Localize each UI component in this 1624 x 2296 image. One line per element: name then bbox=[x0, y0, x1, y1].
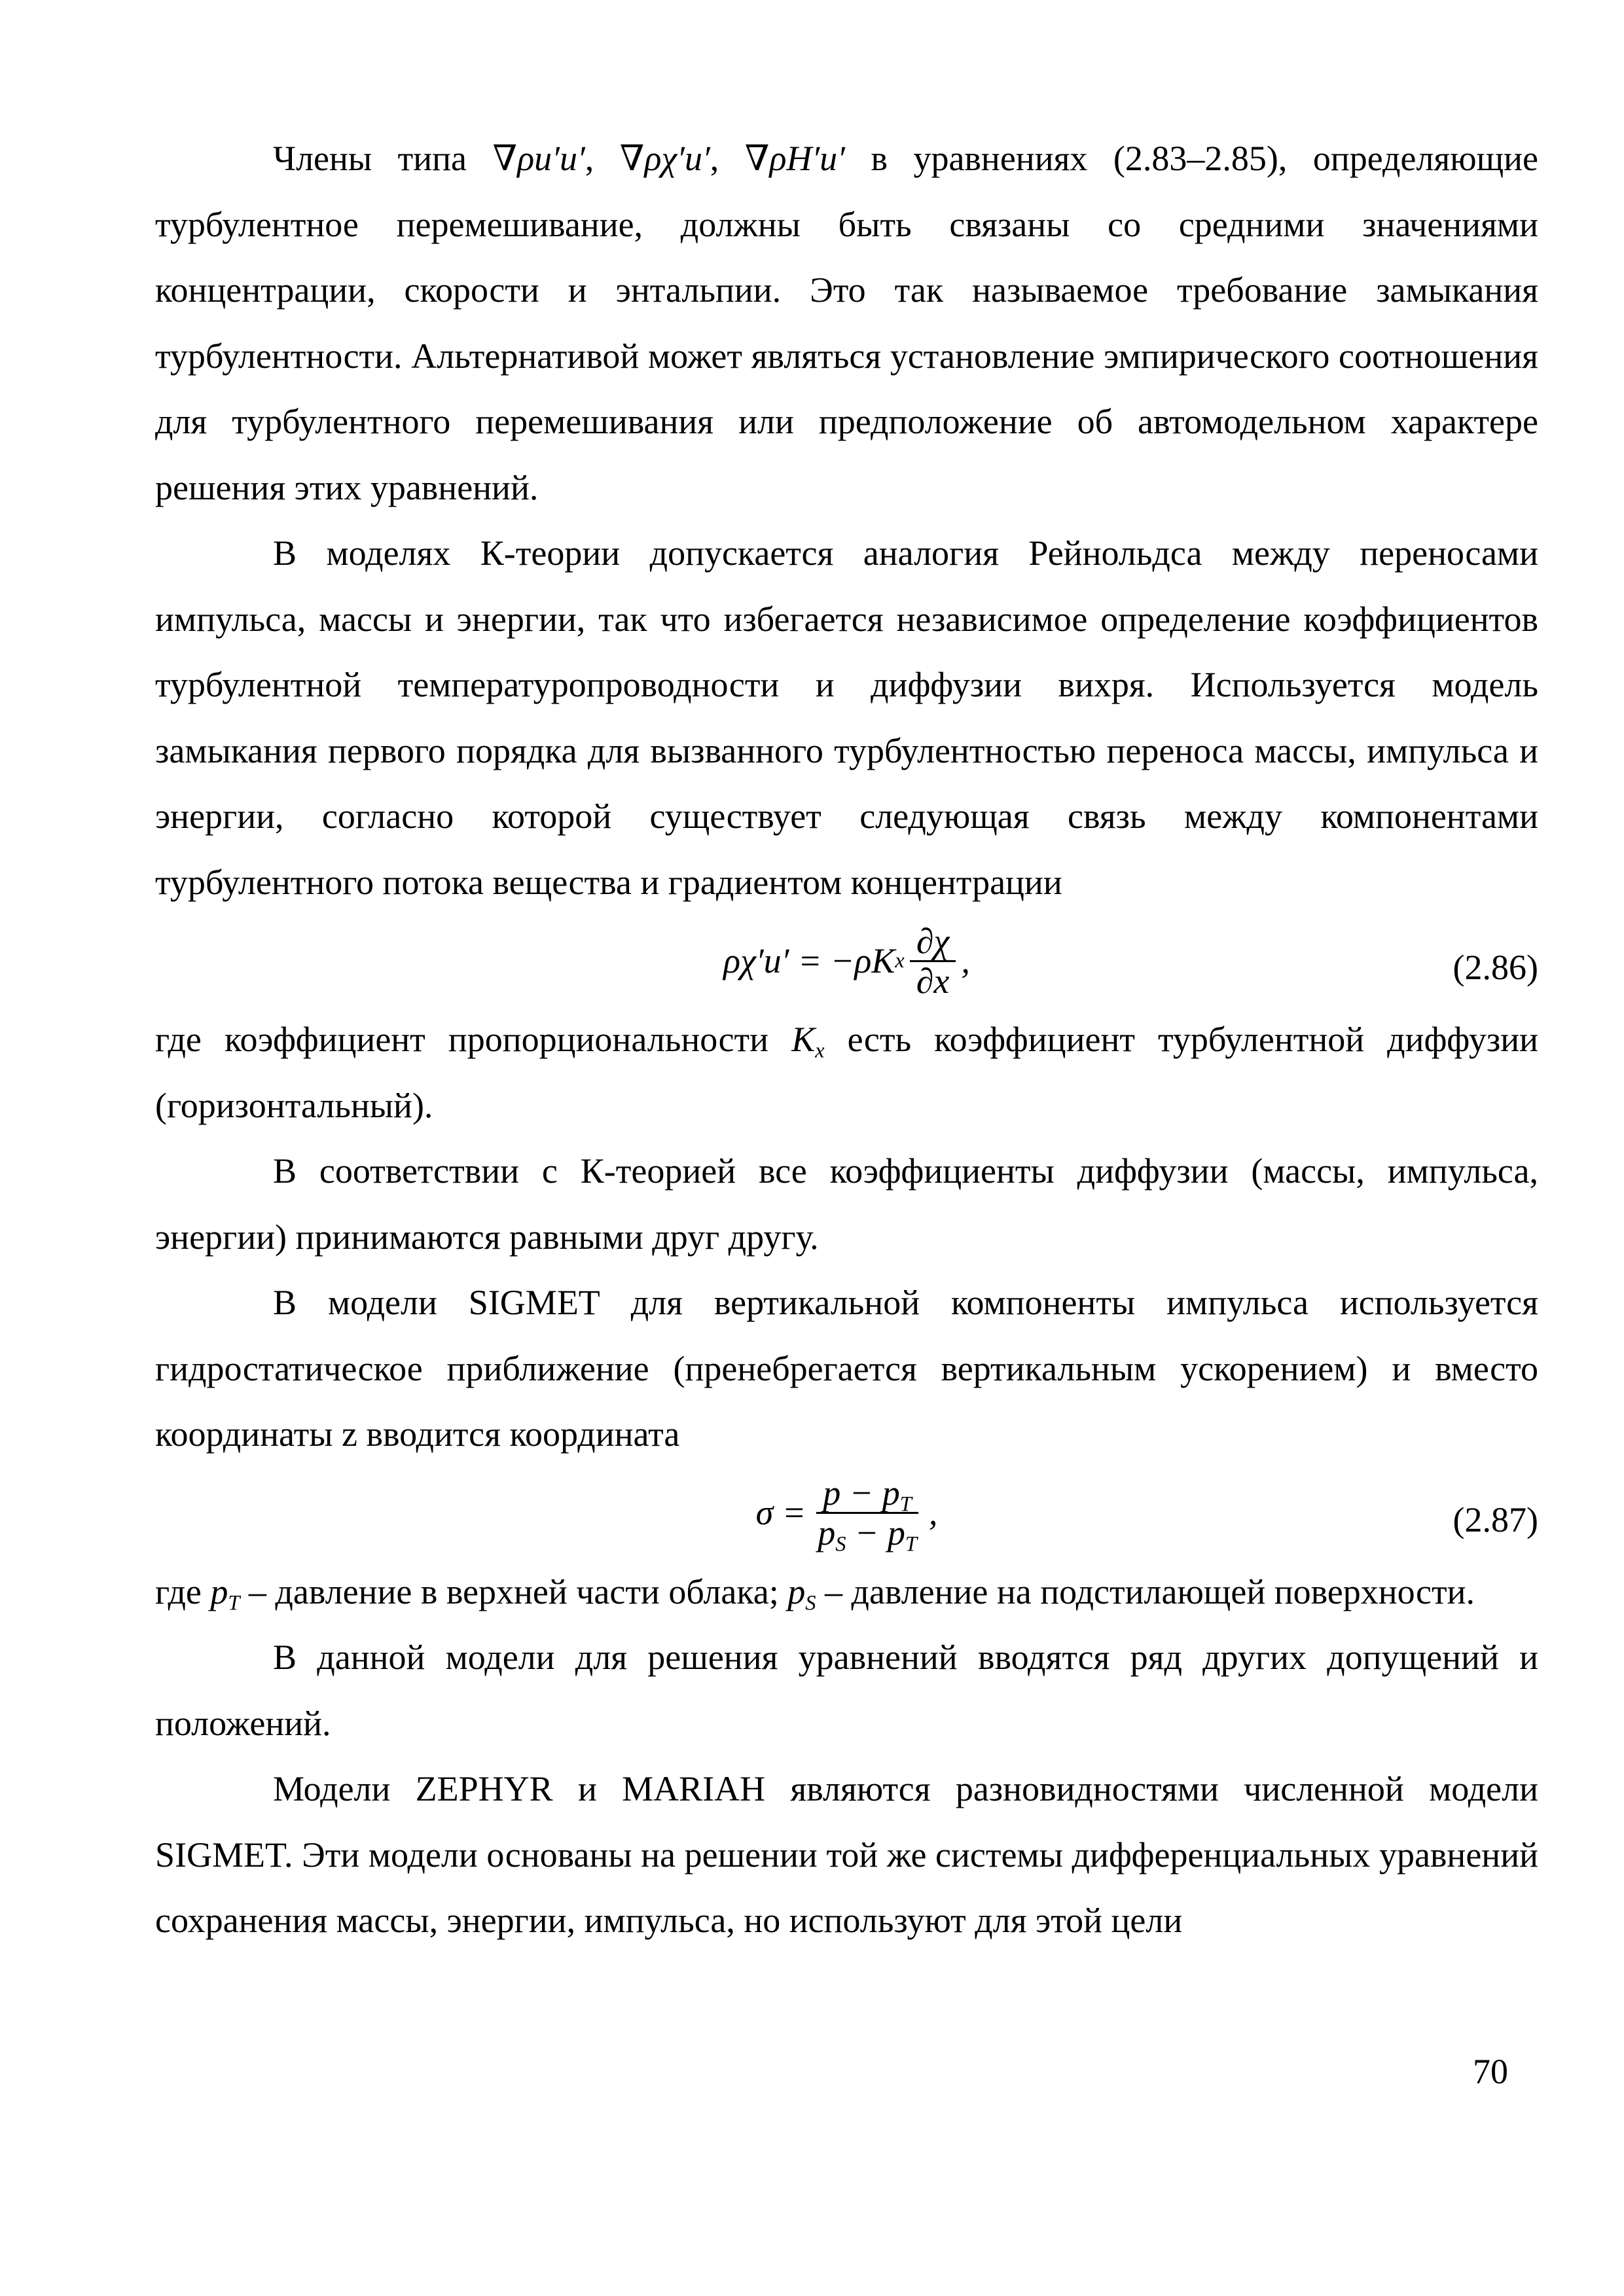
equation-body bbox=[155, 1467, 1538, 1559]
page-number: 70 bbox=[1473, 2052, 1508, 2091]
text-run: где bbox=[155, 1571, 202, 1611]
variable-symbol: K bbox=[791, 1020, 816, 1059]
paragraph-coefficients-equal: В соответствии с К-теорией все коэффициенты диффузии (массы, импульса, энергии) принимаются равными друг другу. bbox=[155, 1151, 1538, 1257]
numerator-subscript: T bbox=[899, 1492, 912, 1516]
equation-2-87 bbox=[155, 1467, 1538, 1559]
fraction-numerator bbox=[816, 1474, 918, 1514]
equation-lhs: ρχ′u′ = −ρK bbox=[723, 941, 895, 980]
equation-body: ρχ′u′ = −ρK x $\frac{\partial\chi}{\partial x}$ , bbox=[723, 921, 970, 1001]
paragraph-k-theory: В моделях К-теории допускается аналогия Рейнольдса между переносами импульса, массы и энергии, так что избегается независимое определение коэффициентов турбулентной температуропроводности и диффузии вихря. Используется модель замыкания первого порядка для вызванного турбулентностью переноса массы, импульса и энергии, согласно которой существует следующая связь между компонентами турбулентного потока вещества и градиентом концентрации bbox=[155, 533, 1538, 902]
fraction-denominator bbox=[811, 1513, 924, 1556]
denominator-text: p bbox=[818, 1513, 836, 1552]
math-term: ∇ρH′u′ bbox=[744, 139, 845, 178]
text-run: – давление на подстилающей поверхности. bbox=[824, 1571, 1475, 1611]
denominator-subscript: T bbox=[905, 1532, 917, 1556]
equation-number: (2.87) bbox=[1453, 1499, 1538, 1539]
paragraph-assumptions: В данной модели для решения уравнений вводятся ряд других допущений и положений. bbox=[155, 1638, 1538, 1743]
fraction-denominator: ∂x bbox=[916, 961, 950, 1001]
text-run: Члены типа bbox=[273, 139, 467, 178]
equation-number: (2.86) bbox=[1453, 948, 1538, 987]
text-run: в уравнениях (2.83–2.85), определяющие турбулентное перемешивание, должны быть связаны со средними значениями концентрации, скорости и энтальпии. Это так называемое требование замыкания турбулентности. Альтернативой может являться установление эмпирического соотношения для турбулентного перемешивания или предположение об автомодельном характере решения этих уравнений. bbox=[155, 139, 1539, 507]
equation-lhs: σ = bbox=[755, 1493, 806, 1533]
paragraph-sigmet: В модели SIGMET для вертикальной компоненты импульса используется гидростатическое приближение (пренебрегается вертикальным ускорением) и вместо координаты z вводится координата bbox=[155, 1283, 1538, 1454]
math-variable bbox=[791, 1020, 825, 1063]
fraction bbox=[811, 1473, 924, 1556]
body-text bbox=[155, 126, 1538, 1954]
fraction bbox=[910, 922, 956, 1000]
paragraph-pressure-definitions bbox=[155, 1559, 1538, 1625]
text-run: есть коэффициент турбулентной диффузии (горизонтальный). bbox=[155, 1020, 1538, 1125]
denominator-text: − p bbox=[846, 1513, 905, 1552]
paragraph-zephyr-mariah: Модели ZEPHYR и MARIAH являются разновидностями численной модели SIGMET. Эти модели основаны на решении той же системы дифференциальных уравнений сохранения массы, энергии, импульса, но используют для этой цели bbox=[155, 1769, 1538, 1940]
math-variable bbox=[787, 1571, 816, 1615]
denominator-subscript: S bbox=[835, 1532, 846, 1556]
math-variable bbox=[210, 1571, 240, 1615]
variable-subscript: x bbox=[815, 1039, 825, 1063]
math-term: ∇ρu′u′ bbox=[492, 139, 585, 178]
text-run: где коэффициент пропорциональности bbox=[155, 1020, 769, 1059]
paragraph-closure: Члены типа ∇ρu′u′, ∇ρχ′u′, ∇ρH′u′ в уравнениях (2.83–2.85), определяющие турбулентное перемешивание, должны быть связаны со средними значениями концентрации, скорости и энтальпии. Это так называемое требование замыкания турбулентности. Альтернативой может являться установление эмпирического соотношения для турбулентного перемешивания или предположение об автомодельном характере решения этих уравнений. bbox=[155, 139, 1539, 507]
math-term: ∇ρχ′u′ bbox=[619, 139, 710, 178]
variable-subscript: T bbox=[228, 1591, 240, 1615]
variable-symbol: p bbox=[210, 1571, 228, 1611]
equation-2-86 bbox=[155, 915, 1538, 1007]
fraction-numerator: ∂χ bbox=[910, 922, 956, 962]
paragraph-kx-definition bbox=[155, 1007, 1538, 1138]
variable-symbol: p bbox=[787, 1571, 806, 1611]
variable-subscript: S bbox=[805, 1591, 816, 1615]
equation-comma: , bbox=[928, 1493, 938, 1533]
equation-comma: , bbox=[961, 941, 970, 980]
text-run: – давление в верхней части облака; bbox=[248, 1571, 779, 1611]
numerator-text: p − p bbox=[823, 1473, 900, 1513]
